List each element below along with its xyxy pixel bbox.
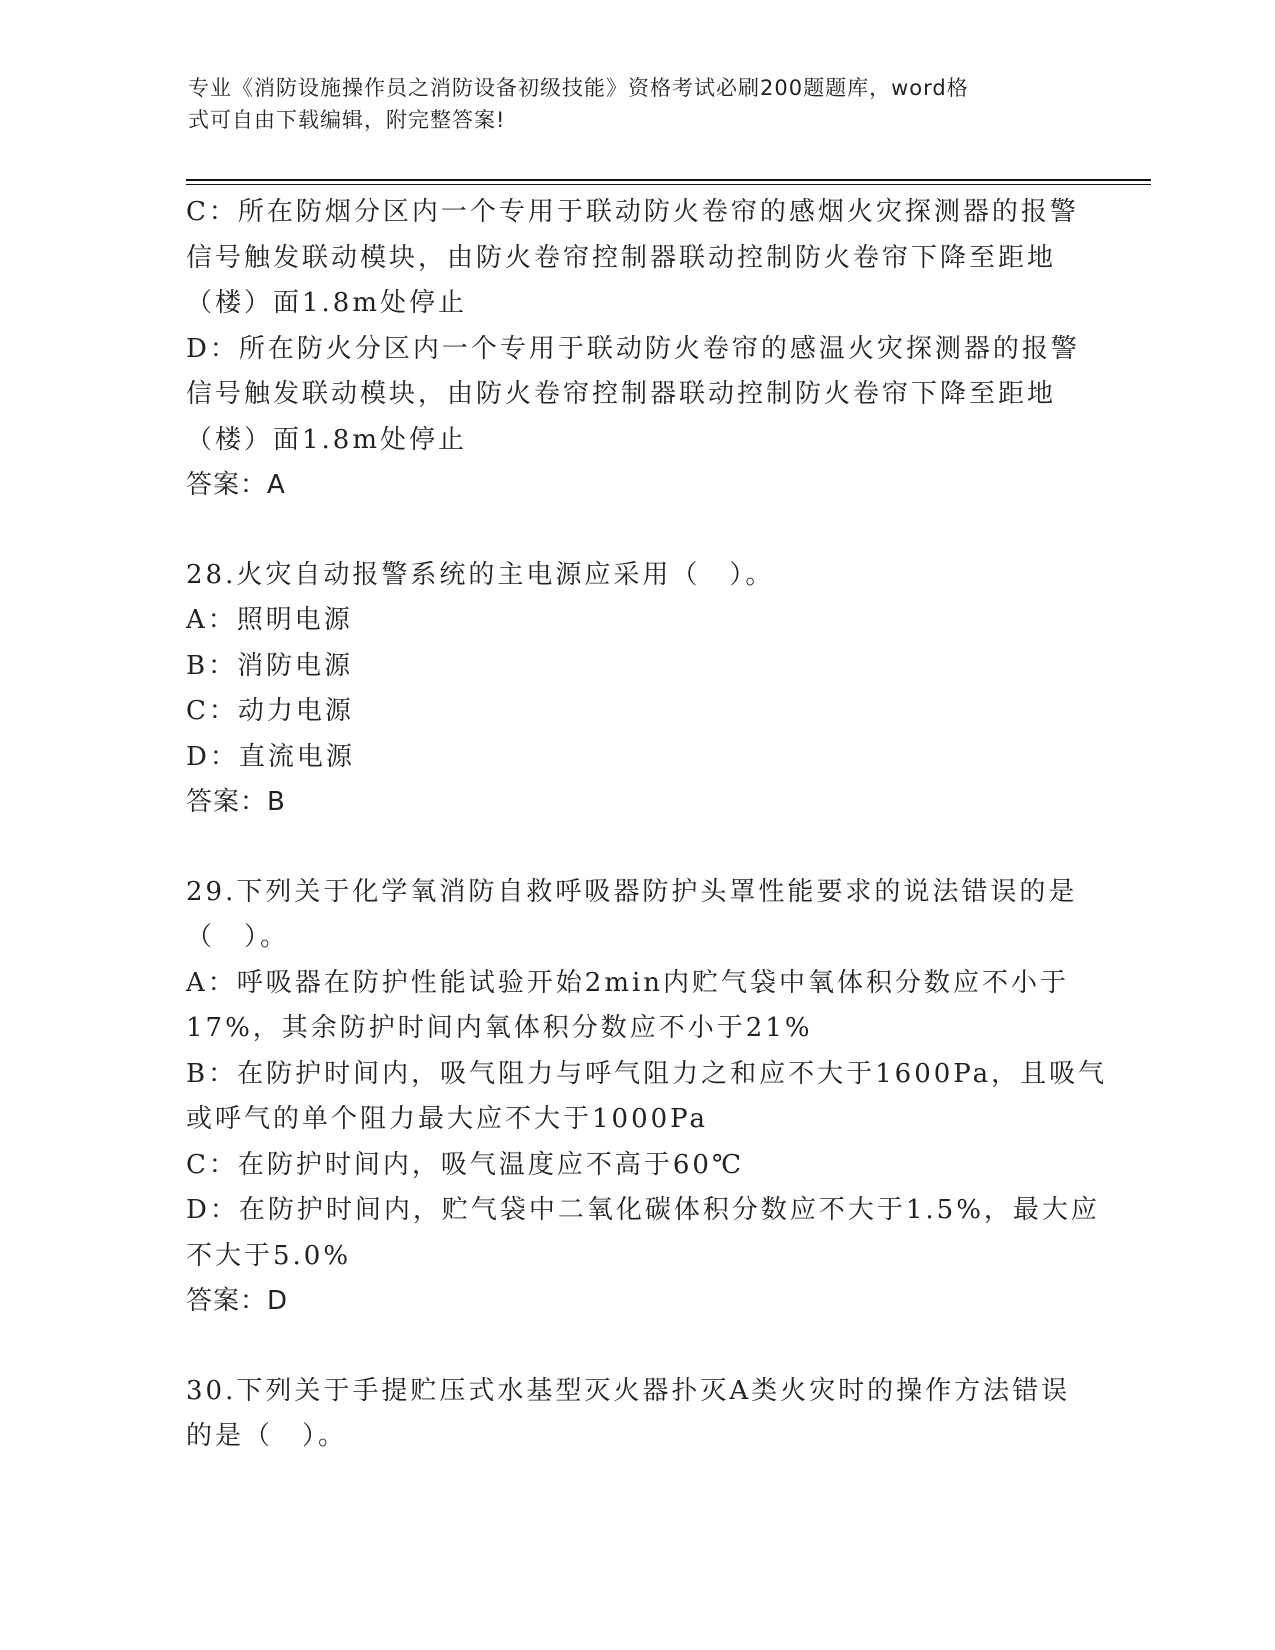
q29-option-a-line-2: 17%，其余防护时间内氧体积分数应不小于21% bbox=[186, 1013, 813, 1043]
header-rule-thin bbox=[186, 184, 1151, 185]
q28-option-c: C：动力电源 bbox=[186, 696, 354, 726]
q28-option-a: A：照明电源 bbox=[186, 605, 353, 635]
q29-option-d-line-1: D：在防护时间内，贮气袋中二氧化碳体积分数应不大于1.5%，最大应 bbox=[186, 1195, 1100, 1225]
spacer bbox=[186, 1325, 1076, 1369]
q29-option-b-line-2: 或呼气的单个阻力最大应不大于1000Pa bbox=[186, 1104, 708, 1134]
question-27 bbox=[186, 190, 1080, 509]
header-line-2: 式可自由下载编辑，附完整答案! bbox=[188, 108, 506, 132]
question-30 bbox=[186, 1369, 1076, 1460]
q27-option-d-line-1: D：所在防火分区内一个专用于联动防火卷帘的感温火灾探测器的报警 bbox=[186, 333, 1080, 364]
q30-question-line-1: 30.下列关于手提贮压式水基型灭火器扑灭A类火灾时的操作方法错误 bbox=[186, 1375, 1071, 1406]
q27-option-c-line-3: （楼）面1.8m处停止 bbox=[186, 288, 468, 318]
header-rule-thick bbox=[186, 179, 1151, 181]
q27-option-d-line-3: （楼）面1.8m处停止 bbox=[186, 424, 468, 455]
q29-option-b-line-1: B：在防护时间内，吸气阻力与呼气阻力之和应不大于1600Pa，且吸气 bbox=[186, 1058, 1108, 1089]
page-header bbox=[188, 72, 1068, 136]
spacer bbox=[186, 509, 1076, 553]
q29-question-line-1: 29.下列关于化学氧消防自救呼吸器防护头罩性能要求的说法错误的是 bbox=[186, 876, 1078, 907]
q28-option-b: B：消防电源 bbox=[186, 650, 354, 681]
spacer bbox=[186, 826, 1076, 870]
q29-answer: 答案：D bbox=[186, 1286, 289, 1316]
q28-option-d: D：直流电源 bbox=[186, 741, 355, 772]
q28-question: 28.火灾自动报警系统的主电源应采用（ ）。 bbox=[186, 559, 775, 590]
q29-option-a-line-1: A：呼吸器在防护性能试验开始2min内贮气袋中氧体积分数应不小于 bbox=[186, 967, 1070, 998]
q27-answer: 答案：A bbox=[186, 470, 286, 500]
q30-question-line-2: 的是（ ）。 bbox=[186, 1421, 348, 1451]
question-28 bbox=[186, 553, 1076, 826]
q29-option-c: C：在防护时间内，吸气温度应不高于60℃ bbox=[186, 1149, 745, 1180]
header-line-1: 专业《消防设施操作员之消防设备初级技能》资格考试必刷200题题库，word格 bbox=[188, 76, 969, 100]
q28-answer: 答案：B bbox=[186, 787, 286, 817]
q27-option-c-line-1: C：所在防烟分区内一个专用于联动防火卷帘的感烟火灾探测器的报警 bbox=[186, 197, 1079, 227]
q29-question-line-2: （ ）。 bbox=[186, 922, 290, 952]
q29-option-d-line-2: 不大于5.0% bbox=[186, 1240, 352, 1271]
question-29 bbox=[186, 870, 1108, 1325]
question-content bbox=[186, 190, 1108, 1460]
q27-option-c-line-2: 信号触发联动模块，由防火卷帘控制器联动控制防火卷帘下降至距地 bbox=[186, 242, 1057, 273]
q27-option-d-line-2: 信号触发联动模块，由防火卷帘控制器联动控制防火卷帘下降至距地 bbox=[186, 379, 1057, 409]
